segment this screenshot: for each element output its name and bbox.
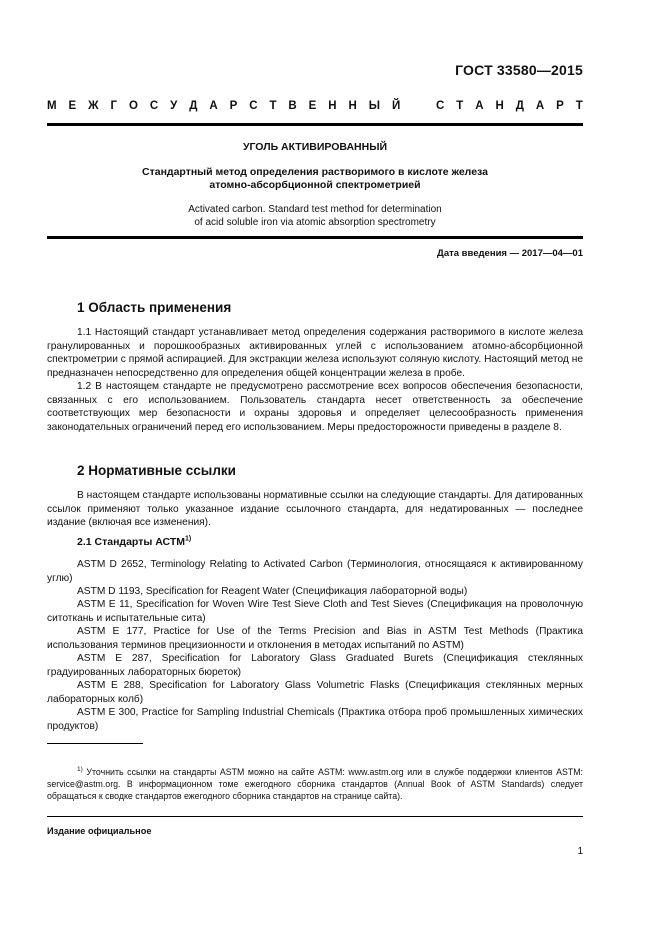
banner-letter: Ж: [88, 100, 99, 112]
banner-letter: Ы: [368, 100, 381, 112]
banner-letter: Й: [391, 100, 401, 112]
paragraph-2-intro: В настоящем стандарте использованы нормативные ссылки на следующие стандарты. Для датированных ссылок применяют только указанное издание ссылочного стандарта, для недатированных — последнее издание (включая все изменения).: [47, 490, 583, 528]
banner-letter: Н: [495, 100, 504, 112]
footnote-separator: [47, 743, 143, 744]
section-1-heading: 1 Область применения: [77, 300, 232, 315]
english-title-line: of acid soluble iron via atomic absorption spectrometry: [194, 216, 436, 228]
page-number: 1: [577, 846, 583, 857]
subtitle-line: атомно-абсорбционной спектрометрией: [209, 179, 421, 191]
document-title: УГОЛЬ АКТИВИРОВАННЫЙ: [242, 141, 388, 153]
banner-letter: Т: [456, 100, 464, 112]
banner-letter: Р: [556, 100, 564, 112]
reference-item: ASTM D 2652, Terminology Relating to Activated Carbon (Терминология, относящаяся к активированному углю): [47, 559, 583, 584]
footnote-mark: 1): [77, 766, 83, 774]
banner-letter: Е: [308, 100, 317, 112]
banner-letter: В: [288, 100, 297, 112]
reference-item: ASTM E 11, Specification for Woven Wire Test Sieve Cloth and Test Sieves (Спецификация на проволочную ситоткань и испытательные сита): [47, 599, 583, 624]
banner-letter: Е: [68, 100, 77, 112]
reference-item: ASTM E 177, Practice for Use of the Terms Precision and Bias in ASTM Test Methods (Практика использования терминов прецизионности и отклонения в методах испытаний по ASTM): [47, 626, 583, 651]
header-rule: [47, 123, 583, 126]
subsection-title: 2.1 Стандарты АСТМ: [77, 536, 186, 548]
paragraph-1-2: 1.2 В настоящем стандарте не предусмотрено рассмотрение всех вопросов обеспечения безопасности, связанных с его использованием. Пользователь стандарта несет ответственность за обеспечение соответствующих мер безопасности и охраны здоровья и определяет целесообразность применения законодательных ограничений перед его использованием. Меры предосторожности приведены в разделе 8.: [47, 381, 583, 433]
reference-item: ASTM E 300, Practice for Sampling Industrial Chemicals (Практика отбора проб промышленных химических продуктов): [47, 707, 583, 732]
banner-letter: А: [475, 100, 484, 112]
standard-code: ГОСТ 33580—2015: [455, 62, 583, 78]
banner-letter: А: [209, 100, 218, 112]
english-title: [47, 204, 583, 229]
reference-item: ASTM E 287, Specification for Laboratory Glass Graduated Burets (Спецификация стеклянных градуированных лабораторных бюреток): [47, 653, 583, 678]
official-edition-label: Издание официальное: [47, 826, 152, 836]
title-rule: [47, 236, 583, 239]
banner-letter: Н: [328, 100, 337, 112]
interstate-standard-banner: [47, 100, 583, 116]
footnote: [47, 766, 583, 802]
footnote-mark: 1): [185, 535, 192, 543]
banner-letter: С: [149, 100, 159, 112]
banner-letter: Д: [515, 100, 524, 112]
banner-letter: Т: [269, 100, 277, 112]
english-title-line: Activated carbon. Standard test method for determination: [188, 204, 442, 215]
reference-item: ASTM D 1193, Specification for Reagent Water (Спецификация лабораторной воды): [77, 586, 468, 597]
reference-item: ASTM E 288, Specification for Laboratory Glass Volumetric Flasks (Спецификация стеклянных мерных лабораторных колб): [47, 680, 583, 705]
banner-letter: Г: [110, 100, 118, 112]
introduction-date: Дата введения — 2017—04—01: [437, 248, 583, 259]
footnote-text: Уточнить ссылки на стандарты ASTM можно на сайте ASTM: www.astm.org или в службе поддержки клиентов ASTM: service@astm.org. В информационном томе ежегодного сборника стандартов (Annual Book of ASTM Standards) следует обращаться к сводке стандартов ежегодного сборника стандартов на странице сайта).: [47, 767, 583, 801]
banner-letter: Д: [189, 100, 198, 112]
banner-letter: М: [47, 100, 57, 112]
banner-letter: Т: [575, 100, 583, 112]
banner-letter: Р: [229, 100, 238, 112]
subtitle-line: Стандартный метод определения растворимого в кислоте железа: [142, 166, 488, 178]
banner-letter: С: [249, 100, 258, 112]
banner-letter: О: [128, 100, 138, 112]
subsection-2-1-heading: [77, 536, 191, 548]
footer-rule: [47, 816, 583, 817]
banner-letter: У: [170, 100, 178, 112]
banner-letter: С: [436, 100, 445, 112]
section-2-heading: 2 Нормативные ссылки: [77, 463, 236, 478]
banner-letter: А: [535, 100, 545, 112]
paragraph-1-1: 1.1 Настоящий стандарт устанавливает метод определения содержания растворимого в кислоте железа гранулированных и порошкообразных активированных углей с использованием атомно-абсорбционной спектрометрии с прямой аспирацией. Для экстракции железа используют соляную кислоту. Настоящий метод не предназначен непосредственно для определения общей концентрации железа в пробе.: [47, 327, 583, 379]
banner-letter: Н: [348, 100, 357, 112]
document-subtitle: [47, 166, 583, 192]
